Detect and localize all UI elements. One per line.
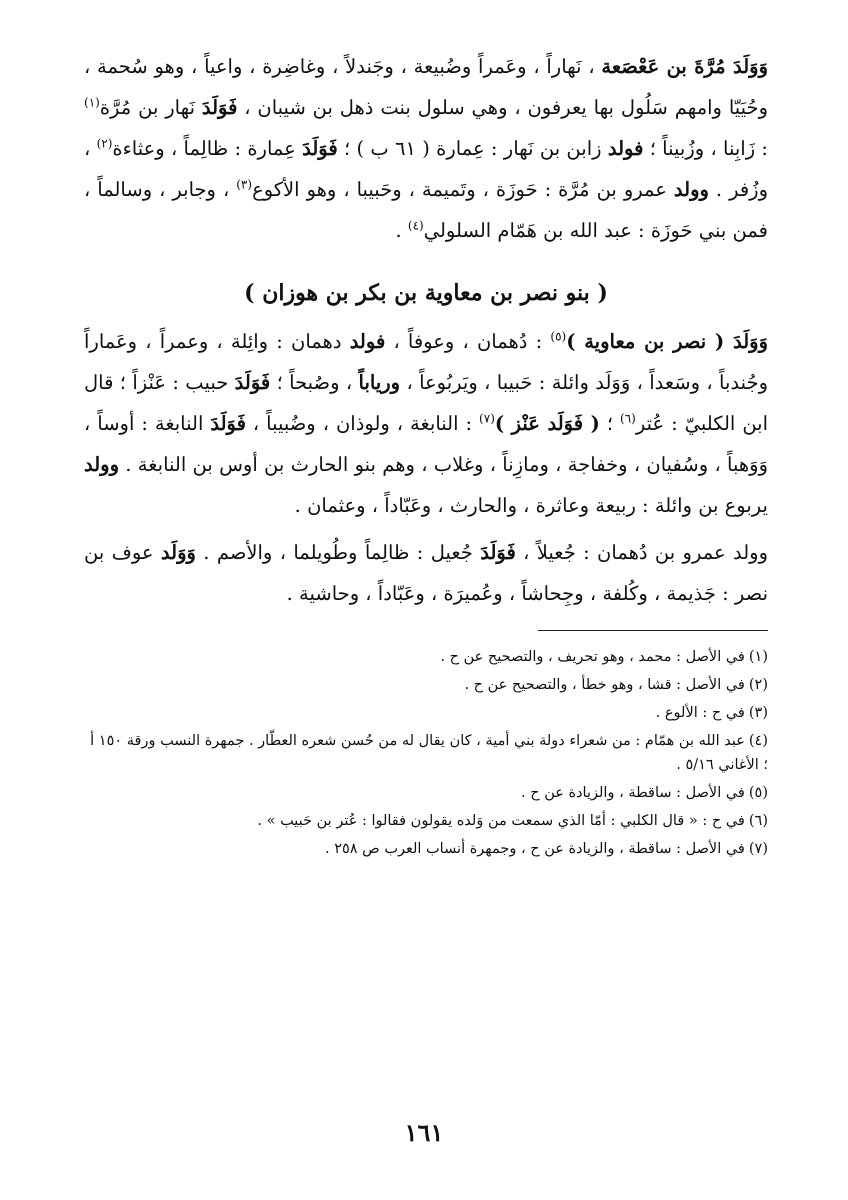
- footnote-number: (٥): [748, 785, 768, 801]
- lead-phrase: فَوَلَدَ: [234, 371, 271, 394]
- footnote-number: (٢): [748, 677, 768, 693]
- footnote-text: في الأصل : ساقطة ، والزيادة عن ح .: [521, 785, 745, 801]
- body-text: يربوع بن وائلة : ربيعة وعاثرة ، والحارث ، وعَبّاداً ، وعثمان .: [294, 494, 768, 517]
- book-page: [84, 46, 768, 1176]
- body-text: نَهار بن مُرَّة: [99, 96, 202, 119]
- body-text: : النابغة ، ولوذان ، وضُبيباً ،: [245, 412, 480, 435]
- footnotes-section: [84, 645, 768, 861]
- lead-phrase: وولد: [673, 178, 709, 201]
- lead-phrase: وولد: [84, 453, 120, 476]
- body-text: ، نَهاراً ، وعَمراً وضُبيعة ، وجَندلاً ، وغاضِرة ، واعياً ، وهو سُحمة ، وحُيَيّا وامهم سَلُول بها يعرفون ، وهي سلول بنت ذهل بن شيبان ،: [84, 55, 768, 119]
- body-text: عِمارة : ظالِماً ، وعثاءة: [112, 137, 303, 160]
- lead-phrase: فَوَلَدَ: [302, 137, 338, 160]
- body-text: ، وزُفر .: [84, 137, 768, 201]
- lead-phrase: وَوَلَدَ ( نصر بن معاوية ): [566, 330, 768, 353]
- footnote-text: في الأصل : قشا ، وهو خطأ ، والتصحيح عن ح .: [464, 677, 745, 693]
- body-text: ، وصُبحاً ؛: [270, 371, 359, 394]
- footnote-text: في الأصل : ساقطة ، والزيادة عن ح ، وجمهرة أنساب العرب ص ٢٥٨ .: [324, 841, 745, 857]
- footnote-number: (٤): [748, 733, 768, 749]
- footnote-ref[interactable]: (٥): [550, 329, 567, 344]
- footnote: [84, 781, 768, 805]
- footnote-ref[interactable]: (٦): [620, 411, 636, 426]
- lead-phrase: وَوَلَد: [160, 541, 196, 564]
- body-text: زابن بن نَهار : عِمارة ( ٦١ ب ) ؛: [337, 137, 608, 160]
- lead-phrase: فَوَلَدَ: [210, 412, 246, 435]
- body-text: عمرو بن مُرَّة : حَوزَة ، وتَميمة ، وحَبيبا ، وهو الأكوع: [252, 178, 674, 201]
- footnote-text: في الأصل : محمد ، وهو تحريف ، والتصحيح عن ح .: [440, 649, 745, 665]
- lead-phrase: فَوَلَدَ: [480, 541, 516, 564]
- body-text: عوف بن نصر : جَذيمة ، وكُلفة ، وجِحاشاً ، وعُميرَة ، وعَبّاداً ، وحاشية .: [84, 541, 768, 605]
- footnote: [84, 673, 768, 697]
- body-text: حبيب : عَنْزاً ؛ قال ابن الكلبيّ : عُتر: [84, 371, 769, 435]
- paragraph-bani-nasr: [84, 321, 768, 526]
- lead-phrase: ورياباً: [358, 371, 401, 394]
- footnote: [84, 701, 768, 725]
- lead-phrase: فولد: [349, 330, 386, 353]
- body-text: ؛: [599, 412, 621, 435]
- footnote: [84, 729, 768, 777]
- lead-phrase: ( فَوَلَد عَنْز ): [494, 412, 600, 435]
- body-text: .: [395, 219, 408, 242]
- footnote: [84, 809, 768, 833]
- body-text: ، وجابر ، وسالماً ، فمن بني حَوزَة : عبد الله بن هَمّام السلولي: [84, 178, 768, 242]
- footnote: [84, 645, 768, 669]
- section-heading: ( بنو نصر بن معاوية بن بكر بن هوزان ): [244, 280, 608, 306]
- footnote-ref[interactable]: (٤): [407, 218, 424, 233]
- footnote-text: عبد الله بن همّام : من شعراء دولة بني أمية ، كان يقال له من حُسن شعره العطّار . جمهرة النسب ورقة ١٥٠ أ ؛ الأغاني ٥/١٦ .: [90, 733, 768, 773]
- footnote-ref[interactable]: (٢): [96, 136, 113, 151]
- footnote-number: (٧): [748, 841, 768, 857]
- lead-phrase: وَوَلَدَ مُرَّةَ بن عَعْصَعة: [601, 55, 768, 78]
- footnote-number: (١): [748, 649, 768, 665]
- body-text: النابغة : أوساً ، وَوَهباً ، وسُفيان ، وخفاجة ، ومازِناً ، وغلاب ، وهم بنو الحارث بن أوس بن النابغة .: [84, 412, 768, 476]
- footnote-divider: [538, 630, 768, 631]
- footnote-number: (٦): [748, 813, 768, 829]
- lead-phrase: فَوَلَدَ: [201, 96, 238, 119]
- body-text: : زَابِنا ، وزُبيناً ؛: [643, 137, 768, 160]
- footnote-ref[interactable]: (٣): [236, 177, 253, 192]
- footnote-text: في ح : « قال الكلبي : أمّا الذي سمعت من وَلده يقولون فقالوا : عُتر بن حَبيب » .: [257, 813, 745, 829]
- lead-phrase: فولد: [607, 137, 644, 160]
- footnote-number: (٣): [748, 705, 768, 721]
- paragraph-amr-bin-duhman: [84, 532, 768, 614]
- footnote: [84, 837, 768, 861]
- body-text: وولد عمرو بن دُهمان : جُعيلاً ،: [515, 541, 769, 564]
- footnote-text: في ح : الألوع .: [655, 705, 745, 721]
- body-text: جُعيل : ظالِماً وطُويلما ، والأصم .: [195, 541, 481, 564]
- body-text: : دُهمان ، وعوفاً ،: [385, 330, 551, 353]
- footnote-ref[interactable]: (٧): [479, 411, 495, 426]
- paragraph-bani-murra: [84, 46, 768, 251]
- footnote-ref[interactable]: (١): [84, 95, 100, 110]
- page-number: ١٦١: [404, 1118, 444, 1147]
- body-text: دهمان : وائِلة ، وعمراً ، وعَماراً وجُندباً ، وسَعداً ، وَوَلَد وائلة : حَبيبا ، ويَربُوعاً ،: [84, 330, 769, 394]
